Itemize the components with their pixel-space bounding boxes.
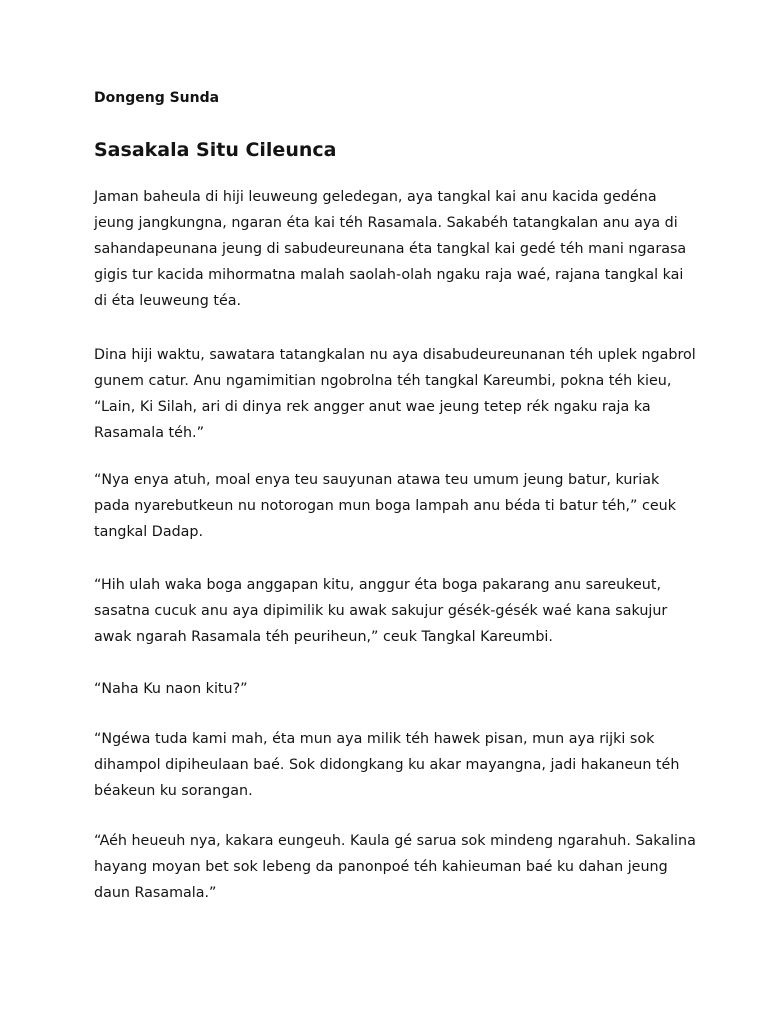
text-line: gigis tur kacida mihormatna malah saolah-olah ngaku raja waé, rajana tangkal kai [94, 267, 684, 283]
document-kicker: Dongeng Sunda [94, 90, 220, 106]
text-line: awak ngarah Rasamala téh peuriheun,” ceuk Tangkal Kareumbi. [94, 629, 553, 645]
text-line: jeung jangkungna, ngaran éta kai téh Rasamala. Sakabéh tatangkalan anu aya di [94, 215, 678, 231]
text-line: sahandapeunana jeung di sabudeureunana éta tangkal kai gedé téh mani ngarasa [94, 241, 687, 257]
text-line: Rasamala téh.” [94, 425, 204, 441]
text-line: Dina hiji waktu, sawatara tatangkalan nu aya disabudeureunanan téh uplek ngabrol [94, 347, 696, 363]
text-line: “Aéh heueuh nya, kakara eungeuh. Kaula gé sarua sok mindeng ngarahuh. Sakalina [94, 833, 696, 849]
text-line: béakeun ku sorangan. [94, 783, 253, 799]
paragraph-5 [94, 676, 694, 702]
text-line: hayang moyan bet sok lebeng da panonpoé téh kahieuman baé ku dahan jeung [94, 859, 668, 875]
text-line: “Hih ulah waka boga anggapan kitu, anggur éta boga pakarang anu sareukeut, [94, 577, 662, 593]
text-line: dihampol dipiheulaan baé. Sok didongkang ku akar mayangna, jadi hakaneun téh [94, 757, 680, 773]
text-line: gunem catur. Anu ngamimitian ngobrolna téh tangkal Kareumbi, pokna téh kieu, [94, 373, 672, 389]
text-line: daun Rasamala.” [94, 885, 217, 901]
text-line: tangkal Dadap. [94, 524, 204, 540]
paragraph-3 [94, 467, 694, 545]
paragraph-7 [94, 828, 694, 906]
text-line: Jaman baheula di hiji leuweung geledegan, aya tangkal kai anu kacida gedéna [94, 189, 657, 205]
text-line: “Nya enya atuh, moal enya teu sauyunan atawa teu umum jeung batur, kuriak [94, 472, 660, 488]
paragraph-6 [94, 726, 694, 804]
text-line: sasatna cucuk anu aya dipimilik ku awak sakujur gésék-gésék waé kana sakujur [94, 603, 668, 619]
paragraph-1 [94, 184, 694, 314]
text-line: di éta leuweung téa. [94, 293, 242, 309]
paragraph-2 [94, 342, 694, 446]
text-line: “Ngéwa tuda kami mah, éta mun aya milik téh hawek pisan, mun aya rijki sok [94, 731, 655, 747]
document-title: Sasakala Situ Cileunca [94, 139, 337, 161]
text-line: “Naha Ku naon kitu?” [94, 681, 248, 697]
text-line: pada nyarebutkeun nu notorogan mun boga lampah anu béda ti batur téh,” ceuk [94, 498, 676, 514]
text-line: “Lain, Ki Silah, ari di dinya rek angger anut wae jeung tetep rék ngaku raja ka [94, 399, 651, 415]
paragraph-4 [94, 572, 694, 650]
